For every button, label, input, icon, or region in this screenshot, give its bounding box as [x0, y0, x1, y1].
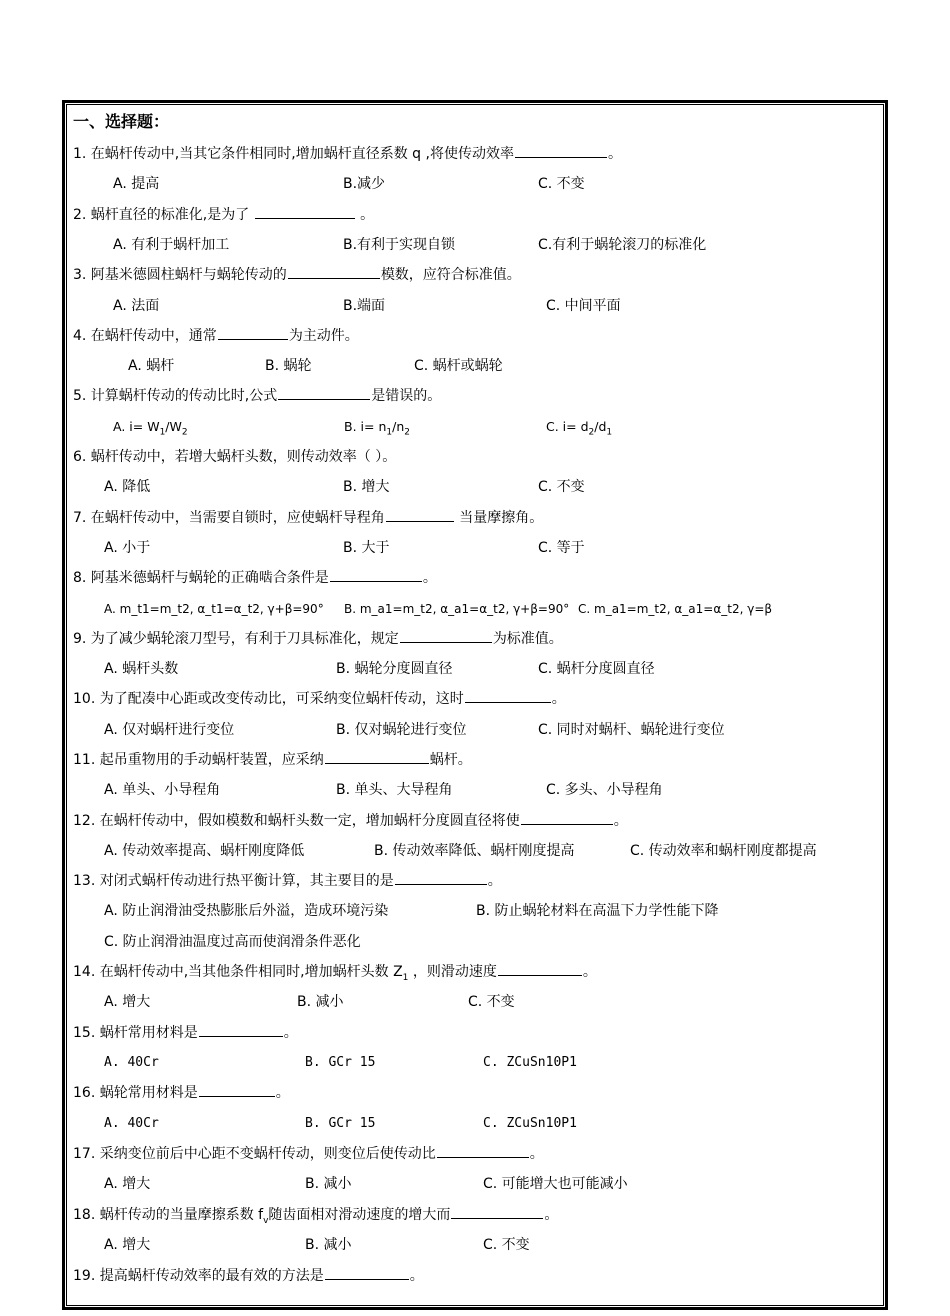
question-stem: 12. 在蜗杆传动中，假如模数和蜗杆头数一定，增加蜗杆分度圆直径将使 [73, 813, 520, 829]
question-stem: 11. 起吊重物用的手动蜗杆装置，应采纳 [73, 752, 324, 768]
section-title: 一、选择题： [73, 112, 170, 131]
question-text [73, 810, 628, 832]
option-a: A. 增大 [104, 994, 151, 1010]
option-b: B. m_a1=m_t2, α_a1=α_t2, γ+β=90° [344, 602, 570, 616]
question-stem: 13. 对闭式蜗杆传动进行热平衡计算，其主要目的是 [73, 873, 394, 889]
question-text [73, 1082, 290, 1104]
option-b: B. 大于 [343, 540, 390, 556]
options-2 [0, 234, 950, 256]
question-end: 是错误的。 [371, 388, 442, 404]
question-stem: 15. 蜗杆常用材料是 [73, 1025, 198, 1041]
question-1 [0, 143, 950, 165]
options-18 [0, 1234, 950, 1256]
answer-blank [325, 749, 429, 764]
answer-blank [199, 1022, 283, 1037]
answer-blank [199, 1082, 275, 1097]
options-15 [0, 1052, 950, 1074]
option-b: B. GCr 15 [305, 1116, 376, 1131]
option-a: A. m_t1=m_t2, α_t1=α_t2, γ+β=90° [104, 602, 324, 616]
option-c: C. m_a1=m_t2, α_a1=α_t2, γ=β [578, 602, 773, 616]
option-b: B.端面 [343, 298, 386, 314]
option-b: B.有利于实现自锁 [343, 237, 456, 253]
option-b: B. 单头、大导程角 [336, 782, 453, 798]
option-b: B. 减小 [305, 1176, 352, 1192]
option-b: B. 减小 [305, 1237, 352, 1253]
question-end: 。 [607, 146, 622, 162]
question-text: 18. 蜗杆传动的当量摩擦系数 $f_v$随齿面相对滑动速度的增大而 。 [73, 1204, 558, 1232]
question-stem: 16. 蜗轮常用材料是 [73, 1085, 198, 1101]
answer-blank [437, 1143, 529, 1158]
question-11 [0, 749, 950, 771]
option-c: C. 不变 [483, 1237, 530, 1253]
option-a: A. 法面 [113, 298, 160, 314]
question-4 [0, 325, 950, 347]
options-11 [0, 779, 950, 801]
option-c: C.有利于蜗轮滚刀的标准化 [538, 237, 707, 253]
options-4 [0, 355, 950, 377]
option-c: C. 不变 [538, 479, 585, 495]
question-end: 。 [275, 1085, 290, 1101]
question-end: 。 [487, 873, 502, 889]
question-text [73, 688, 566, 710]
question-16 [0, 1082, 950, 1104]
option-b: B. $i= n_1/n_2$ [344, 419, 410, 438]
question-stem: 10. 为了配凑中心距或改变传动比，可采纳变位蜗杆传动，这时 [73, 691, 464, 707]
question-end: 。 [360, 207, 375, 223]
question-9 [0, 628, 950, 650]
question-text [73, 1265, 424, 1287]
question-stem: 18. 蜗杆传动的当量摩擦系数 f [73, 1207, 264, 1223]
answer-blank [465, 688, 551, 703]
option-b: B. 蜗轮 [265, 358, 312, 374]
question-stem: 4. 在蜗杆传动中，通常 [73, 328, 217, 344]
question-text [73, 1022, 298, 1044]
question-end: 。 [422, 570, 437, 586]
option-c: C. 中间平面 [546, 298, 621, 314]
option-a: A. $i= W_1/W_2$ [113, 419, 188, 438]
answer-blank [278, 385, 370, 400]
question-text [73, 507, 543, 529]
question-14 [0, 961, 950, 983]
question-end: 。 [544, 1207, 559, 1223]
options-3 [0, 295, 950, 317]
question-stem: 7. 在蜗杆传动中，当需要自锁时，应使蜗杆导程角 [73, 510, 385, 526]
section-header [0, 111, 950, 133]
answer-blank [400, 628, 492, 643]
question-17 [0, 1143, 950, 1165]
question-text [73, 870, 502, 892]
option-c: C. 不变 [468, 994, 515, 1010]
options-7 [0, 537, 950, 559]
options-10 [0, 719, 950, 741]
option-b: B. 防止蜗轮材料在高温下力学性能下降 [476, 903, 719, 919]
options-9 [0, 658, 950, 680]
option-a: A. 增大 [104, 1237, 151, 1253]
answer-blank [325, 1265, 409, 1280]
option-b: B. 传动效率降低、蜗杆刚度提高 [374, 843, 575, 859]
question-6 [0, 446, 950, 468]
answer-blank [330, 567, 422, 582]
option-b: B. 减小 [297, 994, 344, 1010]
option-c: C. 等于 [538, 540, 585, 556]
question-end: 当量摩擦角。 [459, 510, 544, 526]
option-c: C. 可能增大也可能减小 [483, 1176, 628, 1192]
options-12 [0, 840, 950, 862]
answer-blank [451, 1204, 543, 1219]
question-3 [0, 264, 950, 286]
option-b: B. 增大 [343, 479, 390, 495]
option-a: A. 传动效率提高、蜗杆刚度降低 [104, 843, 305, 859]
answer-blank [521, 810, 613, 825]
options-1 [0, 173, 950, 195]
option-b: B. GCr 15 [305, 1055, 376, 1070]
answer-blank [395, 870, 487, 885]
options-13-row2 [0, 931, 950, 953]
question-end: 为主动件。 [288, 328, 359, 344]
option-b: B.减少 [343, 176, 386, 192]
question-15 [0, 1022, 950, 1044]
option-c: C. $i= d_2/d_1$ [546, 419, 613, 438]
answer-blank [218, 325, 288, 340]
option-c: C. 多头、小导程角 [546, 782, 663, 798]
question-stem: 9. 为了减少蜗轮滚刀型号，有利于刀具标准化，规定 [73, 631, 399, 647]
option-b: B. 蜗轮分度圆直径 [336, 661, 453, 677]
options-13-row1 [0, 900, 950, 922]
option-c: C. 蜗杆分度圆直径 [538, 661, 655, 677]
question-text [73, 1143, 544, 1165]
question-18 [0, 1204, 950, 1226]
option-c: C. 不变 [538, 176, 585, 192]
question-text: 6. 蜗杆传动中，若增大蜗杆头数，则传动效率（ ）。 [73, 449, 397, 465]
question-2 [0, 204, 950, 226]
options-5 [0, 416, 950, 438]
question-7 [0, 507, 950, 529]
option-a: A. 提高 [113, 176, 160, 192]
option-a: A. 仅对蜗杆进行变位 [104, 722, 235, 738]
question-10 [0, 688, 950, 710]
option-a: A. 小于 [104, 540, 151, 556]
question-end: 蜗杆。 [429, 752, 472, 768]
options-17 [0, 1173, 950, 1195]
options-6 [0, 476, 950, 498]
question-end: 为标准值。 [492, 631, 563, 647]
question-text [73, 143, 622, 165]
question-stem: 17. 采纳变位前后中心距不变蜗杆传动，则变位后使传动比 [73, 1146, 436, 1162]
answer-blank [255, 204, 355, 219]
option-a: A. 40Cr [104, 1055, 159, 1070]
option-c: C. ZCuSn10P1 [483, 1055, 577, 1070]
option-a: A. 防止润滑油受热膨胀后外溢，造成环境污染 [104, 903, 389, 919]
question-end: 模数，应符合标准值。 [380, 267, 521, 283]
question-text [73, 385, 441, 407]
question-8 [0, 567, 950, 589]
option-c: C. 传动效率和蜗杆刚度都提高 [630, 843, 817, 859]
question-19 [0, 1265, 950, 1287]
answer-blank [386, 507, 454, 522]
answer-blank [515, 143, 607, 158]
option-c: C. ZCuSn10P1 [483, 1116, 577, 1131]
question-text [73, 567, 437, 589]
question-end: 。 [613, 813, 628, 829]
options-14 [0, 991, 950, 1013]
option-a: A. 降低 [104, 479, 151, 495]
options-16 [0, 1113, 950, 1135]
question-13 [0, 870, 950, 892]
question-text [73, 325, 359, 347]
option-a: A. 有利于蜗杆加工 [113, 237, 230, 253]
options-8 [0, 598, 950, 620]
option-a: A. 单头、小导程角 [104, 782, 221, 798]
question-end: 。 [283, 1025, 298, 1041]
option-a: A. 40Cr [104, 1116, 159, 1131]
question-text [73, 204, 374, 226]
option-c: C. 蜗杆或蜗轮 [414, 358, 503, 374]
question-end: 。 [409, 1268, 424, 1284]
question-stem: 5. 计算蜗杆传动的传动比时,公式 [73, 388, 278, 404]
question-end: 。 [582, 964, 597, 980]
answer-blank [498, 961, 582, 976]
question-text [73, 749, 472, 771]
question-stem: 3. 阿基米德圆柱蜗杆与蜗轮传动的 [73, 267, 287, 283]
question-stem: 14. 在蜗杆传动中,当其他条件相同时,增加蜗杆头数 Z [73, 964, 403, 980]
question-5 [0, 385, 950, 407]
option-c: C. 防止润滑油温度过高而使润滑条件恶化 [104, 934, 361, 950]
option-a: A. 蜗杆 [128, 358, 175, 374]
question-end: 。 [551, 691, 566, 707]
question-text: 14. 在蜗杆传动中,当其他条件相同时,增加蜗杆头数 $Z_1$ ，则滑动速度 。 [73, 961, 597, 989]
option-a: A. 蜗杆头数 [104, 661, 179, 677]
question-text [73, 264, 521, 286]
question-stem: 2. 蜗杆直径的标准化,是为了 [73, 207, 250, 223]
question-end: 。 [529, 1146, 544, 1162]
option-c: C. 同时对蜗杆、蜗轮进行变位 [538, 722, 725, 738]
question-stem: 8. 阿基米德蜗杆与蜗轮的正确啮合条件是 [73, 570, 329, 586]
question-stem: 1. 在蜗杆传动中,当其它条件相同时,增加蜗杆直径系数 q ,将使传动效率 [73, 146, 514, 162]
option-a: A. 增大 [104, 1176, 151, 1192]
question-stem: 19. 提高蜗杆传动效率的最有效的方法是 [73, 1268, 324, 1284]
answer-blank [288, 264, 380, 279]
option-b: B. 仅对蜗轮进行变位 [336, 722, 467, 738]
question-text [73, 628, 563, 650]
question-12 [0, 810, 950, 832]
